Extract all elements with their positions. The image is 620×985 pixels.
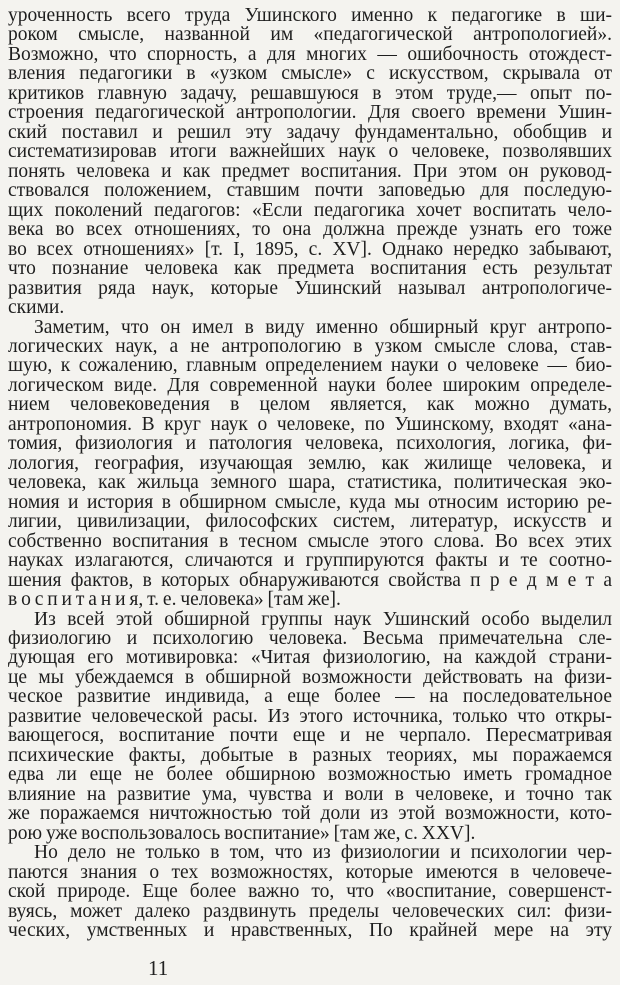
text-line: ствовался положением, ставшим почти заповедью для последую- [8, 180, 612, 202]
text-line: развития ряда наук, которые Ушинский называл антропологиче- [8, 277, 612, 299]
text-line: томия, физиология и патология человека, психология, логика, фи- [8, 433, 612, 455]
text-line: дующая его мотивировка: «Читая физиологию, на каждой страни- [8, 647, 612, 669]
text-line: щих поколений педагогов: «Если педагогика хочет воспитать чело- [8, 199, 612, 221]
text-line: лология, география, изучающая землю, как жилище человека, и [8, 452, 612, 474]
text-line: систематизировав итоги важнейших наук о человеке, позволявших [8, 141, 612, 163]
text-line: скими. [8, 297, 65, 319]
text-line: ческое развитие индивида, а еще более — на последовательное [8, 686, 612, 708]
text-line: во всех отношениях» [т. I, 1895, с. XV]. Однако нередко забывают, [8, 238, 612, 260]
text-line: логическом виде. Для современной науки более широким определе- [8, 374, 612, 396]
text-line: лигии, цивилизации, философских систем, литератур, искусств и [8, 511, 612, 533]
text-line: це мы убеждаемся в обширной возможности действовать на физи- [8, 666, 612, 688]
text-line: вуясь, может далеко раздвинуть пределы человеческих сил: физи- [8, 900, 612, 922]
text-line: ческих, умственных и нравственных, По крайней мере на эту [8, 920, 612, 942]
text-line: шения фактов, в которых обнаруживаются свойства п р е д м е т а [8, 569, 612, 591]
text-line: рою уже воспользовалось воспитание» [там же, с. XXV]. [8, 822, 476, 844]
text-line: строения педагогической антропологии. Для своего времени Ушин- [8, 102, 612, 124]
text-line: Из всей этой обширной группы наук Ушинский особо выделил [34, 608, 612, 630]
text-line: Но дело не только в том, что из физиологии и психологии чер- [34, 842, 612, 864]
text-line: Возможно, что спорность, а для многих — ошибочность отождест- [8, 43, 612, 65]
text-line: логических наук, а не антропологию в узком смысле слова, став- [8, 335, 612, 357]
text-line: что познание человека как предмета воспитания есть результат [8, 258, 612, 280]
text-line: вающегося, воспитание почти еще и не черпало. Пересматривая [8, 725, 612, 747]
text-line: науках излагаются, сличаются и группируются факты и те соотно- [8, 550, 612, 572]
text-line: физиологию и психологию человека. Весьма примечательна сле- [8, 628, 612, 649]
text-line: психические факты, добытые в разных теориях, мы поражаемся [8, 744, 612, 766]
text-line: понять человека и как предмет воспитания. При этом он руковод- [8, 160, 612, 182]
text-line: уроченность всего труда Ушинского именно к педагогике в ши- [8, 5, 612, 26]
text-line: века во всех отношениях, то она должна прежде узнать его тоже [8, 219, 612, 241]
text-line: Заметим, что он имел в виду именно обширный круг антропо- [34, 316, 612, 338]
text-line: развитие человеческой расы. Из этого источника, только что откры- [8, 705, 612, 727]
page-number: 11 [148, 956, 169, 980]
text-line: человека, как жильца земного шара, статистика, политическая эко- [8, 472, 612, 494]
text-line: критиков главную задачу, решавшуюся в этом труде,— опыт по- [8, 82, 612, 104]
text-line: нием человековедения в целом является, как можно думать, [8, 394, 612, 416]
book-page-text [8, 6, 612, 941]
text-line: же поражаемся ничтожностью той доли из этой возможности, кото- [8, 803, 612, 825]
text-line: вления педагогики в «узком смысле» с искусством, скрывала от [8, 63, 612, 85]
text-line: роком смысле, названной им «педагогической антропологией». [8, 24, 612, 46]
text-line: собственно воспитания в тесном смысле этого слова. Во всех этих [8, 530, 612, 552]
text-line: номия и история в обширном смысле, куда мы относим историю ре- [8, 491, 612, 513]
text-line: едва ли еще не более обширною возможностью иметь громадное [8, 764, 612, 786]
text-line: ский поставил и решил эту задачу фундаментально, обобщив и [8, 121, 612, 143]
text-line: шую, к сожалению, главным определением науки о человеке — био- [8, 355, 612, 377]
text-line: ской природе. Еще более важно то, что «воспитание, совершенст- [8, 881, 612, 903]
text-line: влияние на развитие ума, чувства и воли в человеке, и точно так [8, 783, 612, 805]
text-line: в о с п и т а н и я, т. е. человека» [там же]. [8, 589, 341, 611]
text-line: антропономия. В круг наук о человеке, по Ушинскому, входят «ана- [8, 413, 612, 435]
text-line: паются знания о тех возможностях, которые имеются в человече- [8, 861, 612, 883]
